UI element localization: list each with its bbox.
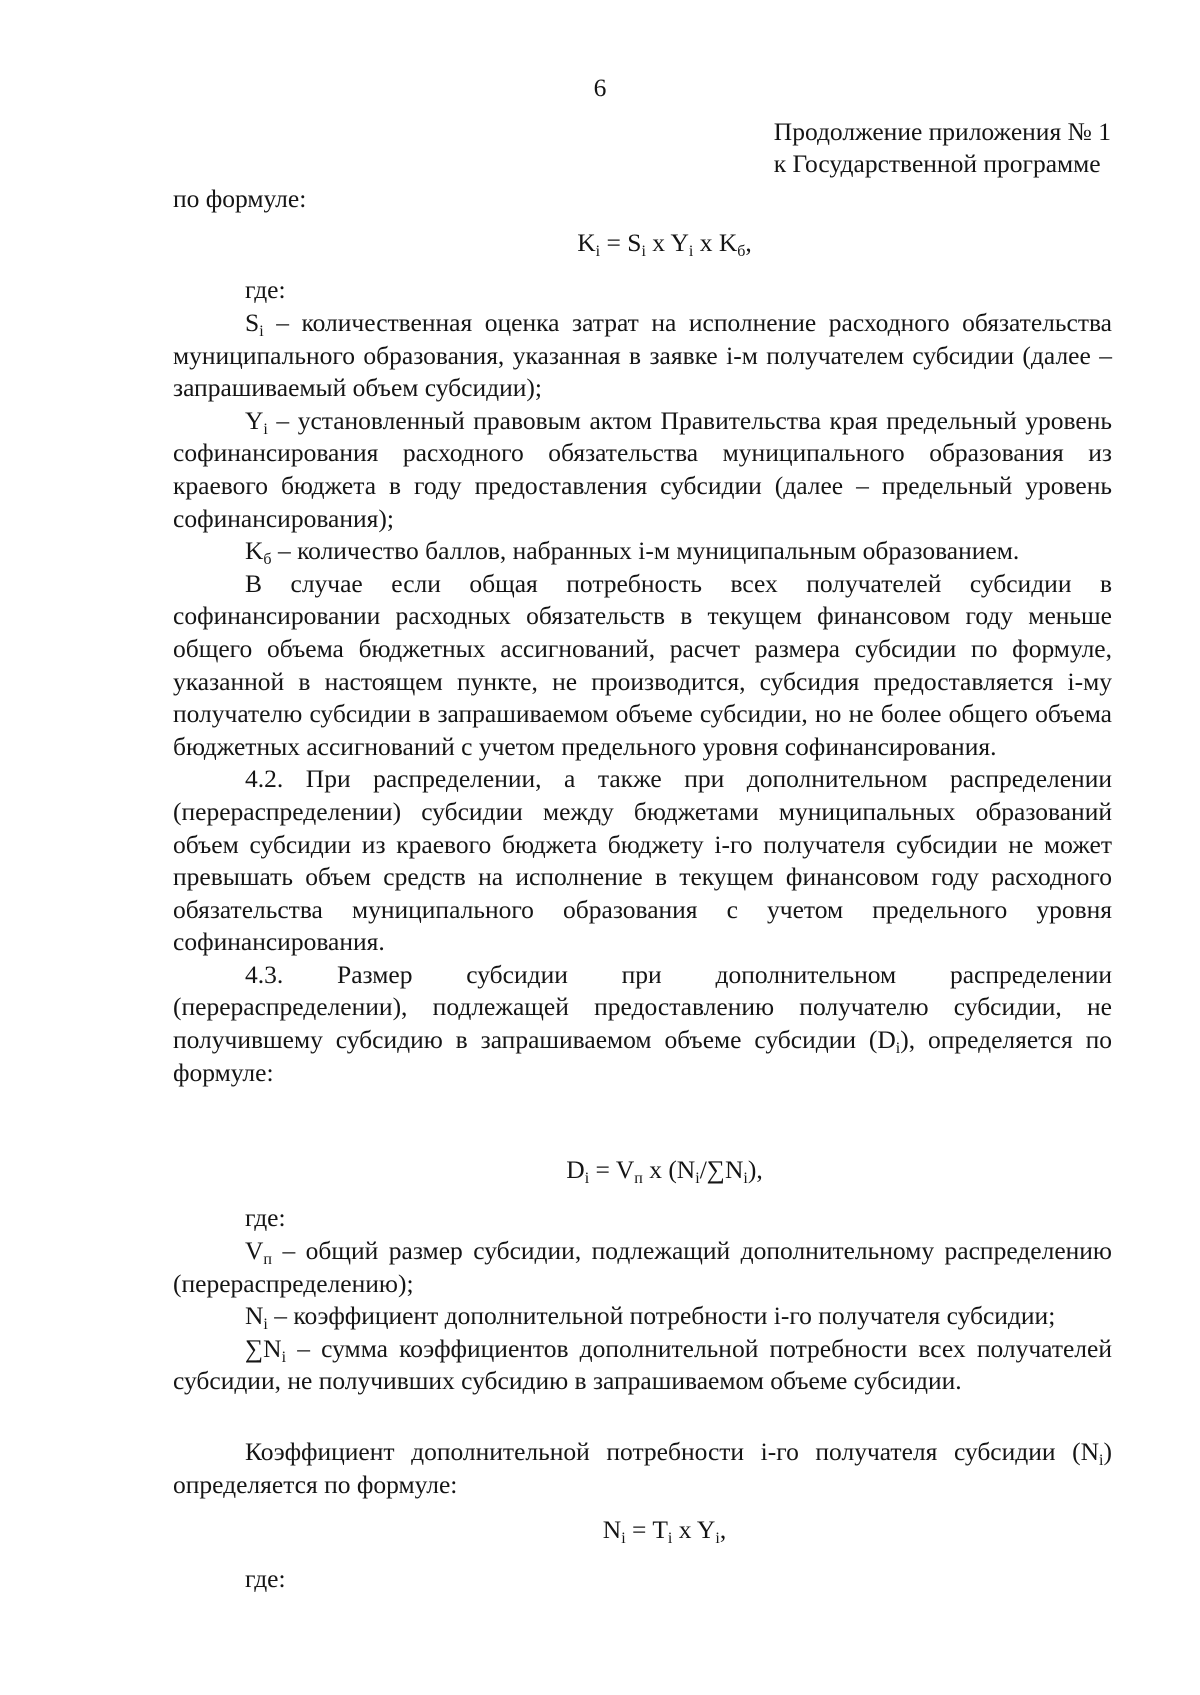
gde-label-3: где: — [245, 1564, 286, 1593]
def-s: $S_i$ – количественная оценка затрат на исполнение расходного обязательства муниципального образования, указанная в заявке i-м получателем субсидии (далее – запрашиваемый объем субсидии); — [173, 308, 1112, 403]
appendix-header-line-2: к Государственной программе — [773, 149, 1101, 178]
def-v: $V_п$ – общий размер субсидии, подлежащий дополнительному распределению (перераспределению); — [173, 1236, 1112, 1298]
def-k: $K_б$ – количество баллов, набранных i-м муниципальным образованием. — [245, 536, 1020, 569]
formula-d: $D_i = V_п$ x $(N_i/\sum N_i)$, — [566, 1155, 763, 1187]
paragraph-case: В случае если общая потребность всех получателей субсидии в софинансировании расходных обязательств в текущем финансовом году меньше общего объема бюджетных ассигнований, расчет размера субсидии по формуле, указанной в настоящем пункте, не производится, субсидия предоставляется i-му получателю субсидии в запрашиваемом объеме субсидии, но не более общего объема бюджетных ассигнований с учетом предельного уровня софинансирования. — [173, 568, 1112, 761]
paragraph-4-3: 4.3. Размер субсидии при дополнительном распределении (перераспределении), подлежащей предоставлению получателю субсидии, не получившему субсидию в запрашиваемом объеме субсидии $(D_i)$, определяется по формуле: — [173, 959, 1112, 1087]
intro-po-formule: по формуле: — [173, 184, 307, 213]
formula-k: $K_i = S_i$ x $Y_i$ x $K_б$, — [577, 228, 752, 260]
formula-n: $N_i = T_i$ x $Y_i$, — [602, 1515, 727, 1547]
page-number: 6 — [593, 73, 607, 102]
appendix-header — [774, 116, 1111, 180]
def-sum-n: $\sum N_i$ – сумма коэффициентов дополнительной потребности всех получателей субсидии, не получивших субсидию в запрашиваемом объеме субсидии. — [173, 1333, 1112, 1396]
gde-label-1: где: — [245, 275, 286, 304]
paragraph-koef: Коэффициент дополнительной потребности i-го получателя субсидии $(N_i)$ определяется по формуле: — [173, 1437, 1112, 1499]
definitions-block-2 — [173, 1235, 1112, 1398]
def-y: $Y_i$ – установленный правовым актом Правительства края предельный уровень софинансирования расходного обязательства муниципального образования из краевого бюджета в году предоставления субсидии (далее – предельный уровень софинансирования); — [173, 405, 1112, 533]
appendix-header-line-1: Продолжение приложения № 1 — [773, 117, 1111, 146]
gde-label-2: где: — [245, 1203, 286, 1232]
definitions-block-1 — [173, 307, 1112, 1089]
paragraph-4-2: 4.2. При распределении, а также при дополнительном распределении (перераспределении) субсидии между бюджетами муниципальных образований объем субсидии из краевого бюджета бюджету i-го получателя субсидии не может превышать объем средств на исполнение в текущем финансовом году расходного обязательства муниципального образования с учетом предельного уровня софинансирования. — [173, 764, 1112, 957]
def-n: $N_i$ – коэффициент дополнительной потребности i-го получателя субсидии; — [245, 1301, 1056, 1334]
